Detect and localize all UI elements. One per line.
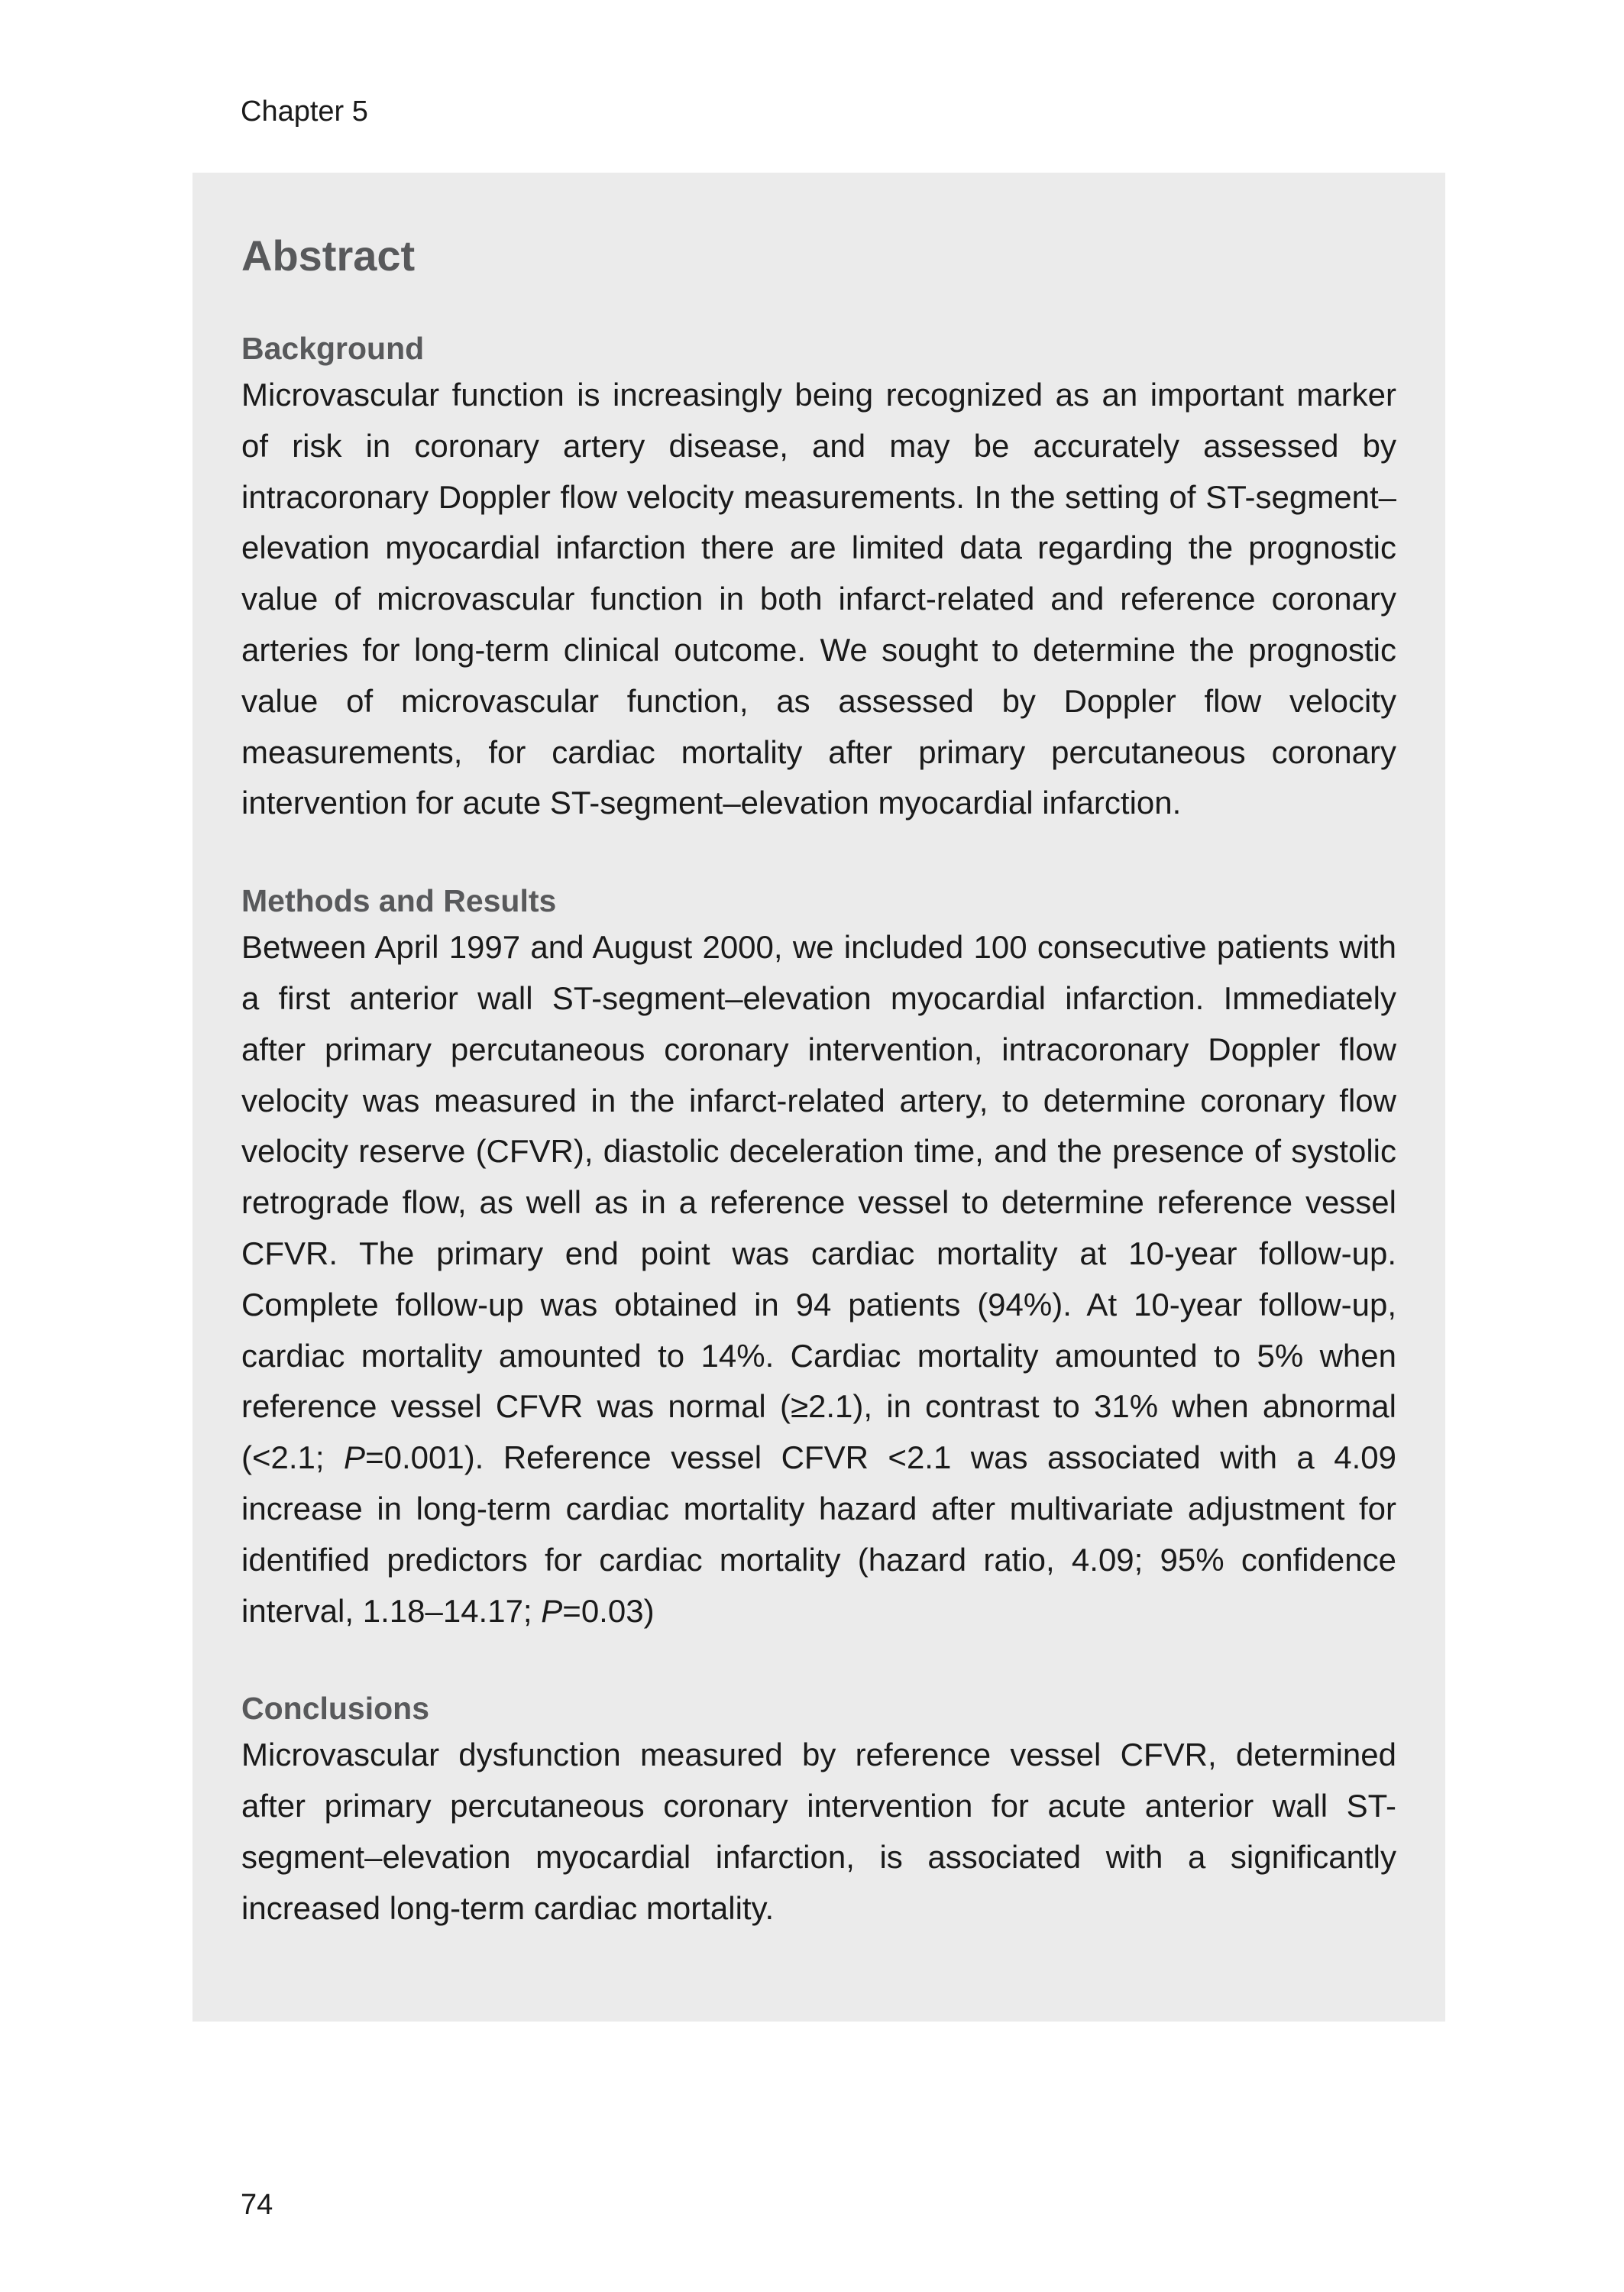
page-number: 74 [241, 2189, 273, 2221]
abstract-title: Abstract [241, 231, 416, 280]
conclusions-heading: Conclusions [241, 1691, 430, 1727]
conclusions-section [241, 1687, 1396, 1934]
running-head: Chapter 5 [241, 96, 368, 128]
conclusions-text: Microvascular dysfunction measured by reference vessel CFVR, determined after primary percutaneous coronary intervention for acute anterior wall ST-segment–elevation myocardial infarction, is associated with a significantly increased long-term cardiac mortality. [241, 1737, 1396, 1926]
methods-results-section [241, 879, 1396, 1636]
background-section [241, 327, 1396, 829]
p-value-italic-2: P [541, 1592, 563, 1629]
background-heading: Background [241, 331, 425, 366]
methods-text-part-3: =0.03) [562, 1592, 655, 1629]
methods-results-text [241, 922, 1396, 1636]
methods-results-heading: Methods and Results [241, 883, 557, 919]
methods-text-part-2: =0.001). Reference vessel CFVR <2.1 was associated with a 4.09 increase in long-term cardiac mortality hazard after multivariate adjustment for identified predictors for cardiac mortality (hazard ratio, 4.09; 95% confidence interval, 1.18–14.17; [241, 1439, 1396, 1629]
methods-text-part-1: Between April 1997 and August 2000, we included 100 consecutive patients with a first anterior wall ST-segment–elevation myocardial infarction. Immediately after primary percutaneous coronary intervention, intracoronary Doppler flow velocity was measured in the infarct-related artery, to determine coronary flow velocity reserve (CFVR), diastolic deceleration time, and the presence of systolic retrograde flow, as well as in a reference vessel to determine reference vessel CFVR. The primary end point was cardiac mortality at 10-year follow-up. Complete follow-up was obtained in 94 patients (94%). At 10-year follow-up, cardiac mortality amounted to 14%. Cardiac mortality amounted to 5% when reference vessel CFVR was normal (≥2.1), in contrast to 31% when abnormal (<2.1; [241, 929, 1396, 1476]
abstract-box [192, 173, 1445, 2022]
p-value-italic-1: P [344, 1439, 366, 1476]
background-text: Microvascular function is increasingly being recognized as an important marker of risk in coronary artery disease, and may be accurately assessed by intracoronary Doppler flow velocity measurements. In the setting of ST-segment–elevation myocardial infarction there are limited data regarding the prognostic value of microvascular function in both infarct-related and reference coronary arteries for long-term clinical outcome. We sought to determine the prognostic value of microvascular function, as assessed by Doppler flow velocity measurements, for cardiac mortality after primary percutaneous coronary intervention for acute ST-segment–elevation myocardial infarction. [241, 377, 1396, 821]
